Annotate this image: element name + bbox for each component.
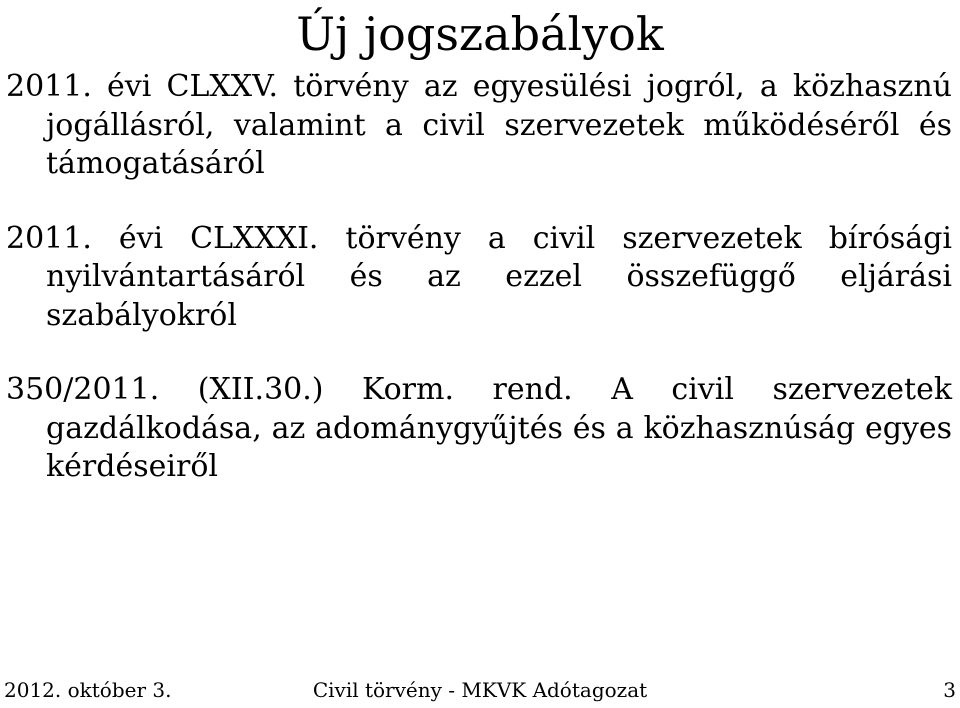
slide-title: Új jogszabályok: [296, 7, 664, 61]
page-number: 3: [943, 678, 956, 702]
slide-footer: [0, 676, 960, 704]
law-list: [6, 68, 952, 523]
law-item: 2011. évi CLXXXI. törvény a civil szervezetek bírósági nyilvántartásáról és az ezzel összefüggő eljárási szabályokról: [6, 220, 952, 333]
footer-title: Civil törvény - MKVK Adótagozat: [312, 678, 648, 702]
law-item: 2011. évi CLXXV. törvény az egyesülési jogról, a közhasznú jogállásról, valamint a civil szervezetek működéséről és támogatásáról: [6, 69, 952, 181]
footer-date: 2012. október 3.: [4, 678, 172, 702]
law-item: 350/2011. (XII.30.) Korm. rend. A civil szervezetek gazdálkodása, az adománygyűjtés és a közhasznúság egyes kérdéseiről: [6, 372, 952, 484]
